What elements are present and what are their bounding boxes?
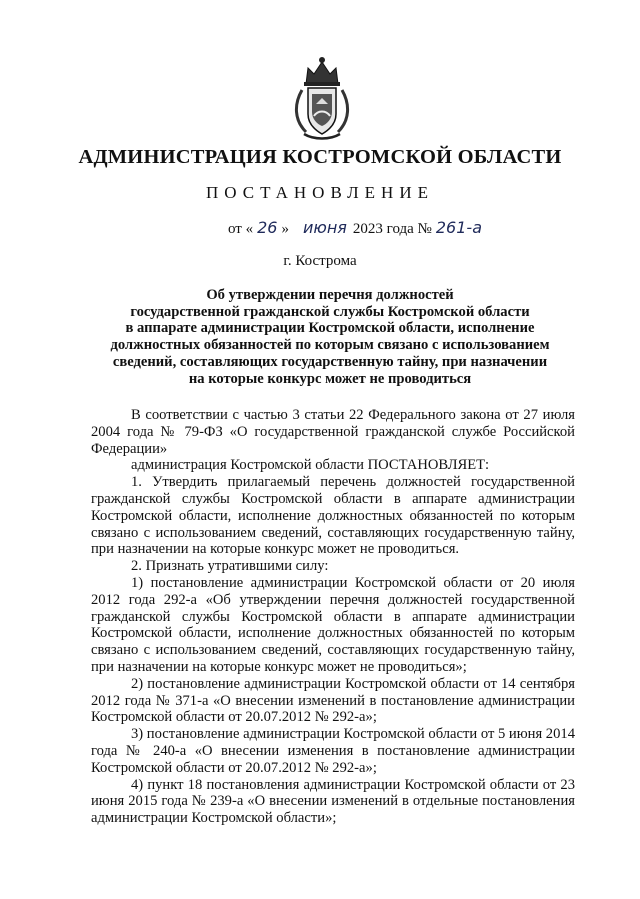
title-line: государственной гражданской службы Костромской области: [130, 303, 530, 320]
organization-name: АДМИНИСТРАЦИЯ КОСТРОМСКОЙ ОБЛАСТИ: [78, 146, 562, 168]
title-line: на которые конкурс может не проводиться: [188, 370, 472, 387]
body-paragraph: 1) постановление администрации Костромской области от 20 июля 2012 года 292-а «Об утверждении перечня должностей государственной гражданской службы Костромской области в аппарате администрации Костромской области, исполнение должностных обязанностей по которым связано с использованием сведений, составляющих государственную тайну, при назначении на которые конкурс может не проводиться»;: [91, 574, 575, 675]
date-number-line: [228, 218, 482, 238]
body-paragraph: 2) постановление администрации Костромской области от 14 сентября 2012 года № 371-а «О внесении изменений в постановление администрации Костромской области от 20.07.2012 № 292-а»;: [91, 675, 575, 726]
coat-of-arms-icon: [292, 54, 352, 142]
date-month-handwritten: июня: [302, 218, 347, 237]
title-line: сведений, составляющих государственную тайну, при назначении: [112, 353, 548, 370]
body-paragraph: 1. Утвердить прилагаемый перечень должностей государственной гражданской службы Костромской области в аппарате администрации Костромской области, исполнение должностных обязанностей по которым связано с использованием сведений, составляющих государственную тайну, при назначении на которые конкурс может не проводиться.: [91, 474, 575, 558]
date-close: »: [281, 221, 289, 237]
date-year: 2023 года №: [352, 221, 432, 237]
body-paragraph: администрация Костромской области ПОСТАНОВЛЯЕТ:: [131, 457, 490, 474]
body-paragraph: 2. Признать утратившими силу:: [131, 558, 329, 575]
title-line: Об утверждении перечня должностей: [206, 287, 454, 303]
doc-number-handwritten: 261-а: [435, 218, 482, 237]
body-paragraph: 3) постановление администрации Костромской области от 5 июня 2014 года № 240-а «О внесении изменения в постановление администрации Костромской области от 20.07.2012 № 292-а»;: [91, 726, 575, 776]
date-day-handwritten: 26: [257, 218, 278, 237]
date-prefix: от «: [228, 221, 254, 237]
body-paragraph: 4) пункт 18 постановления администрации Костромской области от 23 июня 2015 года № 239-а «О внесении изменений в отдельные постановления администрации Костромской области»;: [91, 776, 575, 827]
document-title: [100, 287, 560, 387]
document-type: ПОСТАНОВЛЕНИЕ: [205, 183, 434, 202]
document-body: [91, 407, 575, 827]
title-line: должностных обязанностей по которым связано с использованием: [110, 337, 550, 354]
city: г. Кострома: [283, 253, 357, 269]
title-line: в аппарате администрации Костромской области, исполнение: [125, 320, 535, 337]
body-paragraph: В соответствии с частью 3 статьи 22 Федерального закона от 27 июля 2004 года № 79-ФЗ «О государственной гражданской службе Российской Федерации»: [91, 407, 575, 457]
